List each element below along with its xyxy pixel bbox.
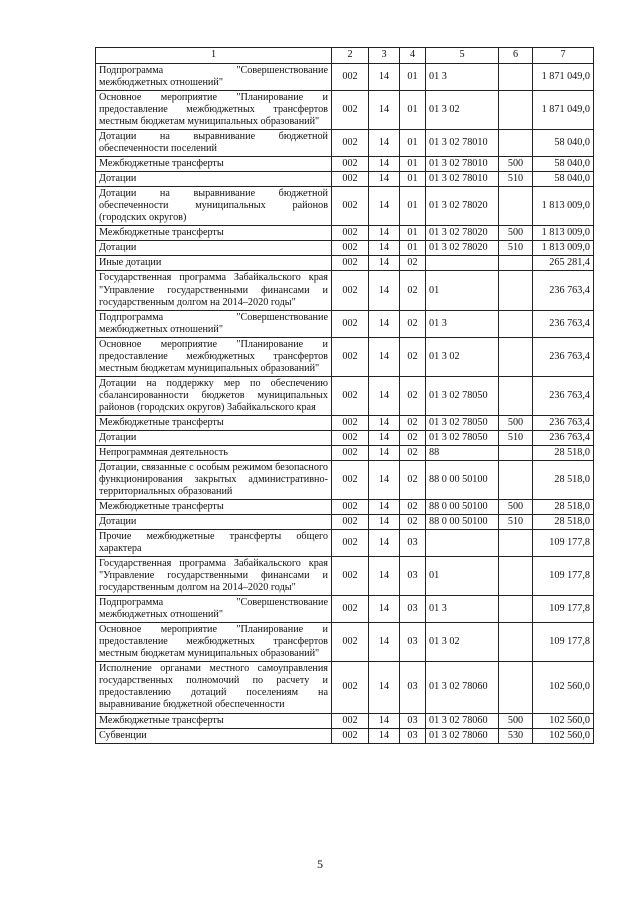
row-subsection-cell: 02	[400, 460, 426, 499]
table-row	[96, 310, 594, 337]
row-section-cell: 14	[369, 187, 400, 226]
row-target-cell: 01 3 02	[426, 623, 499, 662]
row-code-cell: 002	[332, 445, 369, 460]
row-target-cell: 01 3 02 78060	[426, 728, 499, 743]
row-type-cell: 510	[499, 172, 533, 187]
table-row	[96, 337, 594, 376]
row-target-cell: 88	[426, 445, 499, 460]
table-row	[96, 256, 594, 271]
header-cell: 3	[369, 48, 400, 64]
row-section-cell: 14	[369, 515, 400, 530]
row-type-cell	[499, 445, 533, 460]
header-row	[96, 48, 594, 64]
row-type-cell	[499, 460, 533, 499]
row-target-cell: 01	[426, 271, 499, 310]
row-amount-cell: 236 763,4	[533, 310, 594, 337]
row-subsection-cell: 02	[400, 256, 426, 271]
table-row	[96, 226, 594, 241]
table-row	[96, 430, 594, 445]
row-name-cell: Дотации	[96, 515, 332, 530]
row-target-cell: 88 0 00 50100	[426, 515, 499, 530]
row-target-cell: 01 3 02 78010	[426, 157, 499, 172]
row-name-cell: Основное мероприятие "Планирование и предоставление межбюджетных трансфертов местным бюджетам муниципальных образований"	[96, 337, 332, 376]
row-amount-cell: 28 518,0	[533, 445, 594, 460]
row-amount-cell: 1 871 049,0	[533, 91, 594, 130]
row-amount-cell: 109 177,8	[533, 596, 594, 623]
row-code-cell: 002	[332, 596, 369, 623]
row-type-cell: 500	[499, 713, 533, 728]
row-amount-cell: 236 763,4	[533, 430, 594, 445]
row-amount-cell: 236 763,4	[533, 271, 594, 310]
row-target-cell: 01 3 02 78060	[426, 713, 499, 728]
row-amount-cell: 109 177,8	[533, 623, 594, 662]
table-row	[96, 557, 594, 596]
row-subsection-cell: 01	[400, 64, 426, 91]
row-target-cell: 01	[426, 557, 499, 596]
table-row	[96, 415, 594, 430]
row-section-cell: 14	[369, 500, 400, 515]
row-subsection-cell: 03	[400, 557, 426, 596]
row-code-cell: 002	[332, 172, 369, 187]
table-row	[96, 460, 594, 499]
table-row	[96, 596, 594, 623]
header-cell: 4	[400, 48, 426, 64]
row-code-cell: 002	[332, 256, 369, 271]
row-target-cell: 01 3 02 78020	[426, 187, 499, 226]
row-name-cell: Государственная программа Забайкальского края "Управление государственными финансами и государственным долгом на 2014–2020 годы"	[96, 557, 332, 596]
table-row	[96, 91, 594, 130]
row-section-cell: 14	[369, 172, 400, 187]
table-row	[96, 271, 594, 310]
row-amount-cell: 265 281,4	[533, 256, 594, 271]
row-name-cell: Межбюджетные трансферты	[96, 500, 332, 515]
row-type-cell: 500	[499, 157, 533, 172]
row-section-cell: 14	[369, 662, 400, 713]
row-subsection-cell: 02	[400, 376, 426, 415]
row-amount-cell: 58 040,0	[533, 157, 594, 172]
row-section-cell: 14	[369, 557, 400, 596]
row-target-cell: 01 3	[426, 310, 499, 337]
table-row	[96, 623, 594, 662]
row-type-cell	[499, 557, 533, 596]
row-section-cell: 14	[369, 157, 400, 172]
row-subsection-cell: 03	[400, 530, 426, 557]
row-code-cell: 002	[332, 271, 369, 310]
row-code-cell: 002	[332, 241, 369, 256]
row-name-cell: Межбюджетные трансферты	[96, 415, 332, 430]
row-code-cell: 002	[332, 557, 369, 596]
table-row	[96, 500, 594, 515]
row-amount-cell: 1 813 009,0	[533, 226, 594, 241]
row-subsection-cell: 01	[400, 187, 426, 226]
row-type-cell: 510	[499, 430, 533, 445]
row-subsection-cell: 01	[400, 172, 426, 187]
row-name-cell: Непрограммная деятельность	[96, 445, 332, 460]
row-type-cell	[499, 623, 533, 662]
row-type-cell	[499, 376, 533, 415]
table-row	[96, 445, 594, 460]
row-subsection-cell: 02	[400, 500, 426, 515]
row-section-cell: 14	[369, 271, 400, 310]
row-section-cell: 14	[369, 415, 400, 430]
row-section-cell: 14	[369, 310, 400, 337]
table-row	[96, 515, 594, 530]
row-type-cell: 510	[499, 515, 533, 530]
row-code-cell: 002	[332, 376, 369, 415]
row-amount-cell: 109 177,8	[533, 530, 594, 557]
row-name-cell: Субвенции	[96, 728, 332, 743]
row-code-cell: 002	[332, 623, 369, 662]
row-target-cell: 01 3 02	[426, 91, 499, 130]
row-code-cell: 002	[332, 64, 369, 91]
row-type-cell	[499, 64, 533, 91]
row-target-cell: 01 3 02 78010	[426, 172, 499, 187]
row-code-cell: 002	[332, 662, 369, 713]
row-amount-cell: 58 040,0	[533, 172, 594, 187]
row-section-cell: 14	[369, 64, 400, 91]
row-target-cell: 01 3 02 78020	[426, 226, 499, 241]
row-subsection-cell: 01	[400, 91, 426, 130]
row-name-cell: Межбюджетные трансферты	[96, 226, 332, 241]
row-code-cell: 002	[332, 460, 369, 499]
table-row	[96, 172, 594, 187]
row-target-cell: 01 3 02 78050	[426, 430, 499, 445]
table-row	[96, 241, 594, 256]
row-section-cell: 14	[369, 596, 400, 623]
row-code-cell: 002	[332, 530, 369, 557]
table-row	[96, 662, 594, 713]
row-type-cell	[499, 337, 533, 376]
row-code-cell: 002	[332, 187, 369, 226]
table-row	[96, 130, 594, 157]
row-code-cell: 002	[332, 415, 369, 430]
header-cell: 1	[96, 48, 332, 64]
header-cell: 6	[499, 48, 533, 64]
row-code-cell: 002	[332, 130, 369, 157]
row-subsection-cell: 02	[400, 310, 426, 337]
header-cell: 5	[426, 48, 499, 64]
row-name-cell: Прочие межбюджетные трансферты общего характера	[96, 530, 332, 557]
row-subsection-cell: 01	[400, 226, 426, 241]
row-amount-cell: 28 518,0	[533, 500, 594, 515]
row-type-cell: 510	[499, 241, 533, 256]
row-subsection-cell: 02	[400, 415, 426, 430]
row-name-cell: Дотации на выравнивание бюджетной обеспеченности муниципальных районов (городских округов)	[96, 187, 332, 226]
row-type-cell	[499, 310, 533, 337]
row-target-cell	[426, 256, 499, 271]
row-section-cell: 14	[369, 91, 400, 130]
row-amount-cell: 109 177,8	[533, 557, 594, 596]
row-section-cell: 14	[369, 337, 400, 376]
row-amount-cell: 236 763,4	[533, 337, 594, 376]
row-code-cell: 002	[332, 310, 369, 337]
row-section-cell: 14	[369, 728, 400, 743]
row-target-cell: 01 3	[426, 596, 499, 623]
row-code-cell: 002	[332, 713, 369, 728]
table-body	[96, 64, 594, 744]
row-name-cell: Дотации на поддержку мер по обеспечению сбалансированности бюджетов муниципальных районов (городских округов) Забайкальского края	[96, 376, 332, 415]
row-target-cell: 01 3 02 78050	[426, 376, 499, 415]
row-section-cell: 14	[369, 430, 400, 445]
row-target-cell: 01 3 02 78010	[426, 130, 499, 157]
row-amount-cell: 28 518,0	[533, 515, 594, 530]
row-type-cell	[499, 530, 533, 557]
row-subsection-cell: 03	[400, 623, 426, 662]
row-amount-cell: 58 040,0	[533, 130, 594, 157]
row-section-cell: 14	[369, 376, 400, 415]
row-section-cell: 14	[369, 130, 400, 157]
row-amount-cell: 236 763,4	[533, 415, 594, 430]
row-amount-cell: 102 560,0	[533, 713, 594, 728]
row-target-cell: 01 3 02 78050	[426, 415, 499, 430]
row-code-cell: 002	[332, 500, 369, 515]
row-type-cell	[499, 130, 533, 157]
row-type-cell	[499, 596, 533, 623]
row-name-cell: Межбюджетные трансферты	[96, 157, 332, 172]
row-name-cell: Дотации	[96, 172, 332, 187]
row-name-cell: Подпрограмма "Совершенствование межбюджетных отношений"	[96, 310, 332, 337]
row-subsection-cell: 02	[400, 430, 426, 445]
table-row	[96, 713, 594, 728]
row-name-cell: Межбюджетные трансферты	[96, 713, 332, 728]
row-section-cell: 14	[369, 256, 400, 271]
row-code-cell: 002	[332, 728, 369, 743]
header-cell: 7	[533, 48, 594, 64]
row-section-cell: 14	[369, 226, 400, 241]
row-amount-cell: 236 763,4	[533, 376, 594, 415]
row-amount-cell: 28 518,0	[533, 460, 594, 499]
row-name-cell: Подпрограмма "Совершенствование межбюджетных отношений"	[96, 64, 332, 91]
row-subsection-cell: 01	[400, 157, 426, 172]
row-name-cell: Дотации	[96, 241, 332, 256]
budget-table	[95, 47, 594, 744]
row-name-cell: Подпрограмма "Совершенствование межбюджетных отношений"	[96, 596, 332, 623]
row-type-cell: 500	[499, 226, 533, 241]
row-target-cell: 01 3 02 78020	[426, 241, 499, 256]
page-number: 5	[317, 857, 323, 871]
row-target-cell: 88 0 00 50100	[426, 460, 499, 499]
row-type-cell: 500	[499, 500, 533, 515]
row-type-cell: 530	[499, 728, 533, 743]
row-type-cell	[499, 256, 533, 271]
row-section-cell: 14	[369, 460, 400, 499]
row-section-cell: 14	[369, 445, 400, 460]
row-amount-cell: 102 560,0	[533, 728, 594, 743]
row-target-cell	[426, 530, 499, 557]
row-name-cell: Основное мероприятие "Планирование и предоставление межбюджетных трансфертов местным бюджетам муниципальных образований"	[96, 91, 332, 130]
row-type-cell	[499, 187, 533, 226]
row-section-cell: 14	[369, 530, 400, 557]
row-target-cell: 88 0 00 50100	[426, 500, 499, 515]
row-code-cell: 002	[332, 157, 369, 172]
row-name-cell: Дотации, связанные с особым режимом безопасного функционирования закрытых административно-территориальных образований	[96, 460, 332, 499]
table-row	[96, 187, 594, 226]
row-subsection-cell: 01	[400, 241, 426, 256]
row-name-cell: Дотации	[96, 430, 332, 445]
row-subsection-cell: 02	[400, 337, 426, 376]
row-name-cell: Государственная программа Забайкальского края "Управление государственными финансами и государственным долгом на 2014–2020 годы"	[96, 271, 332, 310]
row-subsection-cell: 01	[400, 130, 426, 157]
row-amount-cell: 1 871 049,0	[533, 64, 594, 91]
row-section-cell: 14	[369, 241, 400, 256]
header-cell: 2	[332, 48, 369, 64]
row-target-cell: 01 3 02	[426, 337, 499, 376]
table-row	[96, 64, 594, 91]
row-subsection-cell: 03	[400, 728, 426, 743]
row-subsection-cell: 02	[400, 271, 426, 310]
row-code-cell: 002	[332, 337, 369, 376]
row-code-cell: 002	[332, 226, 369, 241]
row-type-cell: 500	[499, 415, 533, 430]
row-name-cell: Исполнение органами местного самоуправления государственных полномочий по расчету и предоставлению дотаций поселениям на выравнивание бюджетной обеспеченности	[96, 662, 332, 713]
row-name-cell: Основное мероприятие "Планирование и предоставление межбюджетных трансфертов местным бюджетам муниципальных образований"	[96, 623, 332, 662]
row-amount-cell: 1 813 009,0	[533, 241, 594, 256]
row-target-cell: 01 3	[426, 64, 499, 91]
table-row	[96, 376, 594, 415]
row-code-cell: 002	[332, 91, 369, 130]
row-code-cell: 002	[332, 515, 369, 530]
row-type-cell	[499, 271, 533, 310]
row-amount-cell: 1 813 009,0	[533, 187, 594, 226]
row-code-cell: 002	[332, 430, 369, 445]
row-section-cell: 14	[369, 713, 400, 728]
row-type-cell	[499, 91, 533, 130]
table-row	[96, 728, 594, 743]
row-subsection-cell: 03	[400, 596, 426, 623]
row-type-cell	[499, 662, 533, 713]
row-target-cell: 01 3 02 78060	[426, 662, 499, 713]
row-subsection-cell: 02	[400, 445, 426, 460]
row-name-cell: Иные дотации	[96, 256, 332, 271]
row-subsection-cell: 03	[400, 662, 426, 713]
row-section-cell: 14	[369, 623, 400, 662]
table-row	[96, 157, 594, 172]
table-row	[96, 530, 594, 557]
row-amount-cell: 102 560,0	[533, 662, 594, 713]
row-name-cell: Дотации на выравнивание бюджетной обеспеченности поселений	[96, 130, 332, 157]
row-subsection-cell: 03	[400, 713, 426, 728]
row-subsection-cell: 02	[400, 515, 426, 530]
